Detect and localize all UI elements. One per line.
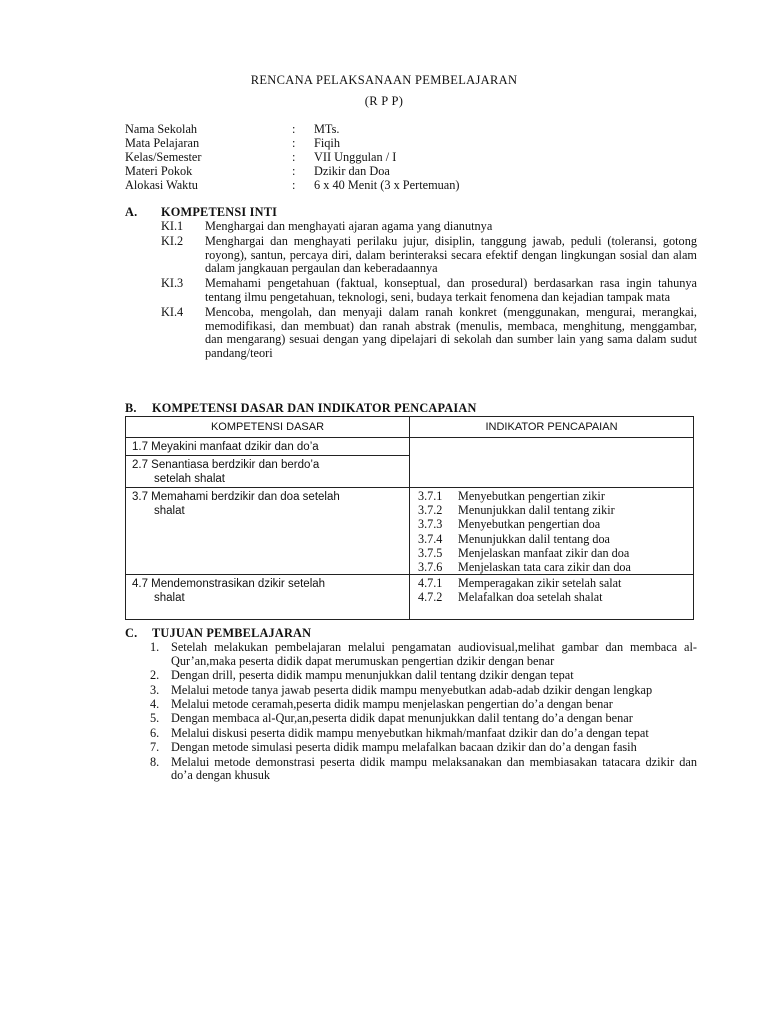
item-number: 2. [150,668,160,683]
section-b-heading [125,401,477,416]
item-text: Dengan membaca al-Qur,an,peserta didik dapat menunjukkan dalil tentang do’a dengan benar [171,711,633,726]
section-title: TUJUAN PEMBELAJARAN [152,626,312,640]
indicator-code: 4.7.2 [418,590,443,605]
kd-cell [126,438,410,456]
identity-separator: : [292,178,296,192]
item-number: 5. [150,711,160,726]
identity-separator: : [292,150,296,164]
list-item [418,489,693,503]
list-item [150,727,697,741]
section-letter: B. [125,401,137,415]
item-text: Dengan drill, peserta didik mampu menunjukkan dalil tentang dzikir dengan tepat [171,668,574,683]
indicator-code: 3.7.6 [418,560,443,575]
section-letter: A. [125,205,138,219]
indicator-text: Melafalkan doa setelah shalat [458,590,603,605]
indicator-code: 4.7.1 [418,576,443,591]
ki-text: Mencoba, mengolah, dan menyaji dalam ranah konkret (menggunakan, mengurai, merangkai, memodifikasi, dan membuat) dan ranah abstrak (menulis, membaca, menghitung, menggambar, dan mengarang) sesuai dengan yang dipelajari di sekolah dan sumber lain yang sama dalam sudut pandang/teori [205,304,697,361]
tujuan-list [150,641,697,784]
list-item [418,532,693,546]
indicator-text: Menunjukkan dalil tentang doa [458,531,610,546]
indicator-text: Menyebutkan pengertian doa [458,517,601,532]
kd-cell [126,456,410,488]
kd-text: shalat [154,505,185,517]
identity-separator: : [292,122,296,136]
list-item [161,220,697,234]
list-item [161,277,697,305]
item-number: 6. [150,725,160,740]
identity-value: Fiqih [314,136,340,150]
ki-code: KI.3 [161,276,184,291]
kompetensi-inti-list [161,220,697,361]
section-a-heading [125,205,277,220]
column-header-kd: KOMPETENSI DASAR [126,417,410,438]
list-item [418,503,693,517]
identity-value: VII Unggulan / I [314,150,397,164]
kd-text: 3.7 Memahami berdzikir dan doa setelah [132,491,340,503]
kd-cell [126,488,410,575]
section-letter: C. [125,626,138,640]
item-number: 8. [150,754,160,769]
table-row [126,488,694,575]
indicator-code: 3.7.4 [418,531,443,546]
identity-label: Materi Pokok [125,164,193,178]
identity-row [125,122,645,136]
item-text: Dengan metode simulasi peserta didik mampu melafalkan bacaan dzikir dan do’a dengan fasih [171,740,637,755]
list-item [150,741,697,755]
kd-text: shalat [154,592,185,605]
list-item [418,576,693,590]
indicator-text: Menjelaskan manfaat zikir dan doa [458,545,630,560]
list-item [150,712,697,726]
list-item [150,756,697,784]
identity-label: Mata Pelajaran [125,136,200,150]
indicator-text: Menyebutkan pengertian zikir [458,489,605,503]
indicator-list [410,488,693,574]
identity-label: Alokasi Waktu [125,178,198,192]
item-text: Melalui diskusi peserta didik mampu menyebutkan hikmah/manfaat dzikir dan do’a dengan tepat [171,725,649,740]
list-item [418,546,693,560]
ki-code: KI.2 [161,233,184,248]
identity-separator: : [292,136,296,150]
list-item [150,641,697,669]
item-number: 3. [150,682,160,697]
document-title: RENCANA PELAKSANAAN PEMBELAJARAN [250,73,518,87]
kd-text: setelah shalat [154,473,225,485]
item-text: Melalui metode tanya jawab peserta didik mampu menyebutkan adab-adab dzikir dengan lengkap [171,682,653,697]
ki-text: Menghargai dan menghayati perilaku jujur, disiplin, tanggung jawab, peduli (toleransi, gotong royong), santun, percaya diri, dalam berinteraksi secara efektif dengan lingkungan sosial dan alam dalam jangkauan pergaulan dan keberadaannya [205,233,697,276]
ki-text: Memahami pengetahuan (faktual, konseptual, dan prosedural) berdasarkan rasa ingin tahunya tentang ilmu pengetahuan, teknologi, seni, budaya terkait fenomena dan kejadian tampak mata [205,276,697,304]
item-text: Melalui metode demonstrasi peserta didik mampu melaksanakan dan membiasakan tatacara dzikir dan do’a dengan khusuk [171,754,697,783]
item-number: 1. [150,640,160,654]
indicator-text: Menunjukkan dalil tentang zikir [458,503,615,518]
indicator-cell [410,575,694,620]
list-item [150,669,697,683]
list-item [418,590,693,604]
kd-text: 2.7 Senantiasa berdzikir dan berdo’a [132,459,320,471]
list-item [161,235,697,276]
identity-row [125,178,645,192]
section-title: KOMPETENSI INTI [161,205,278,219]
document-subtitle: (R P P) [364,94,404,108]
indicator-code: 3.7.1 [418,489,443,503]
item-number: 4. [150,696,160,711]
identity-row [125,136,645,150]
ki-code: KI.4 [161,304,184,319]
ki-text: Menghargai dan menghayati ajaran agama yang dianutnya [205,219,493,233]
ki-code: KI.1 [161,219,184,233]
column-header-indikator: INDIKATOR PENCAPAIAN [410,417,694,438]
indicator-cell [410,488,694,575]
list-item [418,517,693,531]
identity-block [125,122,645,192]
identity-value: MTs. [314,122,340,136]
list-item [150,698,697,712]
kd-indicator-table [125,416,694,620]
item-number: 7. [150,740,160,755]
indicator-text: Memperagakan zikir setelah salat [458,576,622,591]
list-item [161,306,697,361]
indicator-code: 3.7.2 [418,503,443,518]
table-header-row [126,417,694,438]
list-item [150,684,697,698]
identity-value: Dzikir dan Doa [314,164,390,178]
list-item [418,560,693,574]
section-title: KOMPETENSI DASAR DAN INDIKATOR PENCAPAIAN [152,401,477,415]
indicator-cell-empty [410,438,694,488]
indicator-code: 3.7.5 [418,545,443,560]
item-text: Setelah melakukan pembelajaran melalui pengamatan audiovisual,melihat gambar dan membaca al-Qur’an,maka peserta didik dapat merumuskan pengertian dzikir dengan benar [171,640,697,668]
indicator-list [410,575,693,604]
identity-value: 6 x 40 Menit (3 x Pertemuan) [314,178,460,192]
identity-label: Kelas/Semester [125,150,202,164]
item-text: Melalui metode ceramah,peserta didik mampu menjelaskan pengertian do’a dengan benar [171,696,613,711]
table-row [126,575,694,620]
kd-text: 1.7 Meyakini manfaat dzikir dan do’a [132,441,319,453]
indicator-code: 3.7.3 [418,517,443,532]
section-c-heading [125,626,311,641]
indicator-text: Menjelaskan tata cara zikir dan doa [458,560,631,575]
kd-text: 4.7 Mendemonstrasikan dzikir setelah [132,578,326,591]
identity-row [125,164,645,178]
identity-separator: : [292,164,296,178]
table-row [126,438,694,456]
identity-row [125,150,645,164]
identity-label: Nama Sekolah [125,122,198,136]
kd-cell [126,575,410,620]
